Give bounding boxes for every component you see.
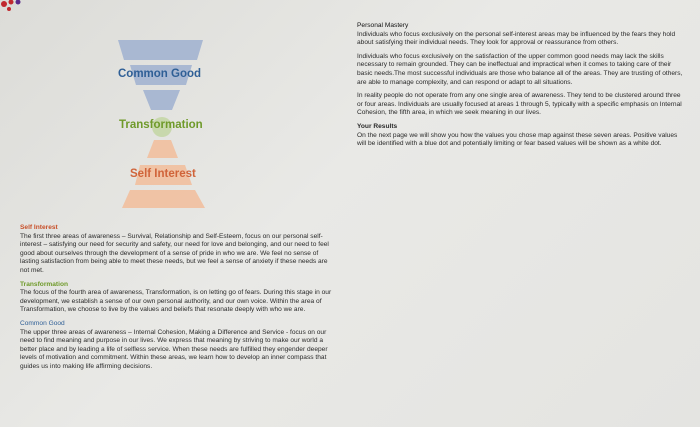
right-column	[357, 22, 687, 154]
section-title: Transformation	[20, 280, 68, 288]
common-good-label: Common Good	[118, 68, 202, 80]
common-good-band-3	[143, 90, 180, 110]
values-diagram	[100, 30, 230, 220]
transformation-label: Transformation	[119, 119, 203, 131]
section-title: Common Good	[20, 319, 65, 327]
paragraph: Individuals who focus exclusively on the personal self-interest areas may be influenced by the fears they hold about satisfying their individual needs. They look for approval or reassurance from others.	[357, 30, 676, 47]
section-title: Personal Mastery	[357, 22, 409, 29]
section-text: The focus of the fourth area of awareness, Transformation, is on letting go of fears. During this stage in our development, we establish a sense of our own personal authority, and our own voice. Within the area of Transformation, we choose to live by the values and beliefs that resonate deeply with who we are.	[20, 289, 332, 314]
section-text: The upper three areas of awareness – Internal Cohesion, Making a Difference and Service - focus on our need to find meaning and purpose in our lives. We express that meaning by striving to make our world a better place and by leading a life of selfless service. When these needs are fulfilled they engender deeper levels of motivation and commitment. Within these areas, we learn how to develop an inner compass that guides us into making life affirming decisions.	[20, 328, 328, 370]
self-interest-label: Self Interest	[130, 168, 196, 180]
transformation-section	[20, 281, 338, 315]
section-title: Self Interest	[20, 224, 58, 231]
self-interest-section	[20, 224, 338, 276]
common-good-band-1	[118, 40, 203, 60]
self-interest-band-3	[122, 190, 205, 208]
self-interest-band-1	[147, 140, 178, 158]
your-results-section	[357, 123, 687, 149]
section-title: Your Results	[357, 122, 398, 130]
section-text: The first three areas of awareness – Survival, Relationship and Self-Esteem, focus on our personal self-interest – satisfying our need for security and safety, our need for love and belonging, and our need to feel good about ourselves through the development of a sense of pride in who we are. We feel no sense of lasting satisfaction from being able to meet these needs, but we feel a sense of anxiety if these needs are not met.	[20, 232, 329, 274]
left-column	[20, 224, 338, 377]
paragraph: On the next page we will show you how the values you chose map against these seven areas. Positive values will be identified with a blue dot and potentially limiting or fear based values will be shown as a white dot.	[357, 131, 678, 148]
paragraph: In reality people do not operate from any one single area of awareness. They tend to be clustered around three or four areas. Individuals are usually focused at areas 1 through 5, typically with a specific emphasis on Internal Cohesion, the fifth area, in which we seek meaning in our lives.	[357, 92, 682, 117]
paragraph: Individuals who focus exclusively on the satisfaction of the upper common good needs may lack the skills necessary to remain grounded. They can be ineffectual and impractical when it comes to taking care of their basic needs.The most successful individuals are those who balance all of the areas. They are trusting of others, are able to manage complexity, and can respond or adapt to all situations.	[357, 52, 683, 86]
common-good-section	[20, 320, 338, 372]
logo-icon	[0, 0, 22, 12]
personal-mastery-section	[357, 22, 687, 48]
